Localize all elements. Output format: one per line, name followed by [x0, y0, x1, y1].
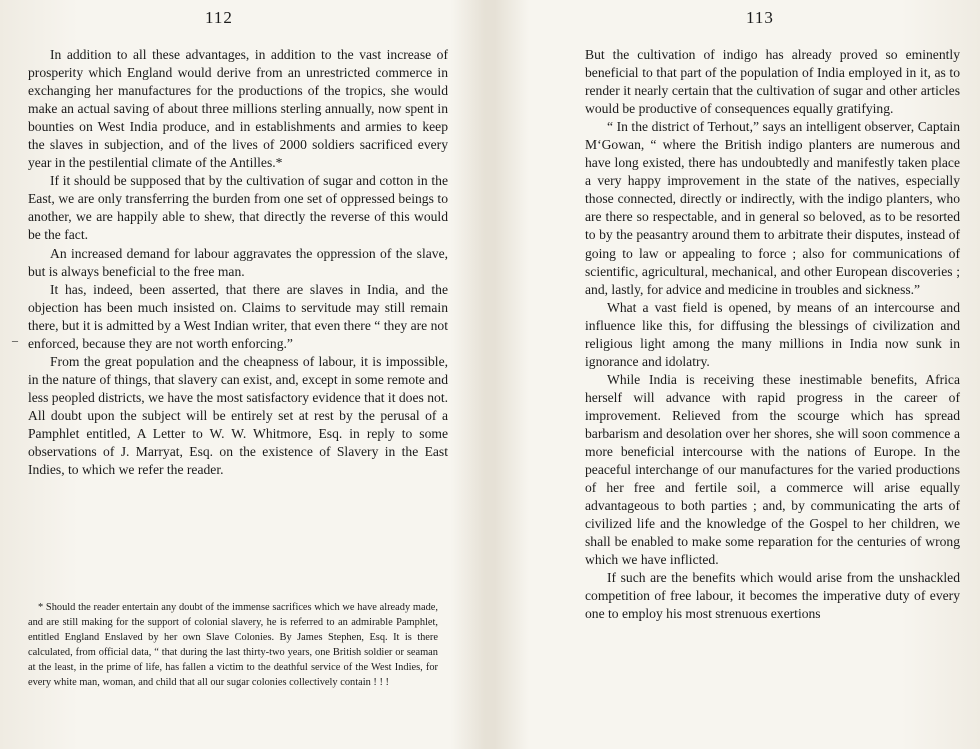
right-paragraph-5: If such are the benefits which would arise from the unshackled competition of free labour, it becomes the imperative duty of every one to employ his most strenuous exertions: [585, 570, 960, 622]
left-paragraph-2: If it should be supposed that by the cultivation of sugar and cotton in the East, we are only transferring the burden from one set of oppressed beings to another, we are happily able to shew, that directly the reverse of this would be the fact.: [28, 173, 448, 243]
left-paragraph-1: In addition to all these advantages, in addition to the vast increase of prosperity which England would derive from an unrestricted commerce in exchanging her manufactures for the productions of the tropics, she would make an actual saving of about three millions sterling annually, now spent in bounties on West India produce, and in establishments and armies to keep the slaves in subjection, and of the lives of 2000 soldiers sacrificed every year in the pestilential climate of the Antilles.*: [28, 47, 448, 171]
left-footnote: * Should the reader entertain any doubt of the immense sacrifices which we have already made, and are still making for the support of colonial slavery, he is referred to an admirable Pamphlet, entitled England Enslaved by her own Slave Colonies. By James Stephen, Esq. It is there calculated, from official data, “ that during the last thirty-two years, one British soldier or seaman at the least, in the prime of life, has fallen a victim to the deathful service of the West Indies, for every white man, woman, and child that all our sugar colonies collectively contain ! ! !: [28, 602, 438, 689]
right-page-body: [585, 46, 960, 624]
left-paragraph-3: An increased demand for labour aggravates the oppression of the slave, but is always beneficial to the free man.: [28, 245, 448, 279]
left-paragraph-5: From the great population and the cheapness of labour, it is impossible, in the nature of things, that slavery can exist, and, except in some remote and less peopled districts, we have the most satisfactory evidence that it does not. All doubt upon the subject will be entirely set at rest by the perusal of a Pamphlet entitled, A Letter to W. W. Whitmore, Esq. in reply to some observations of J. Marryat, Esq. on the existence of Slavery in the East Indies, to which we refer the reader.: [28, 353, 448, 478]
left-paragraph-4: It has, indeed, been asserted, that there are slaves in India, and the objection has been much insisted on. Claims to servitude may still remain there, but it is admitted by a West Indian writer, that even there “ they are not enforced, because they are not worth enforcing.”: [28, 281, 448, 351]
right-paragraph-1: But the cultivation of indigo has already proved so eminently beneficial to that part of the population of India employed in it, as to render it nearly certain that the cultivation of sugar and other articles would be productive of consequences equally gratifying.: [585, 47, 960, 117]
right-page: [490, 0, 980, 749]
left-page-number: 112: [205, 8, 233, 27]
right-paragraph-3: What a vast field is opened, by means of an intercourse and influence like this, for diffusing the blessings of civilization and religious light among the many millions in India now sunk in ignorance and idolatry.: [585, 299, 960, 369]
right-paragraph-4: While India is receiving these inestimable benefits, Africa herself will advance with rapid progress in the career of improvement. Relieved from the scourge which has spread barbarism and desolation over her shores, she will soon commence a more beneficial intercourse with the nations of Europe. In the peaceful interchange of our manufactures for the varied productions of her free and fertile soil, a commerce will arise equally advantageous to both parties ; and, by communicating the arts of civilized life and the knowledge of the Gospel to her children, we shall be enabled to make some reparation for the centuries of wrong which we have inflicted.: [585, 371, 960, 568]
right-page-number: 113: [746, 8, 774, 27]
left-page-body: [28, 46, 448, 479]
right-paragraph-2: “ In the district of Terhout,” says an intelligent observer, Captain M‘Gowan, “ where the British indigo planters are numerous and have long existed, there has undoubtedly and manifestly taken place a very happy improvement in the state of the natives, especially those connected, directly or indirectly, with the indigo planters, who are there so respectable, and in general so beloved, as to be resorted to by the peasantry around them to arbitrate their disputes, instead of going to law or appealing to force ; also for communications of scientific, agricultural, mechanical, and other European discoveries ; and, lastly, for advice and medicine in troubles and sickness.”: [585, 119, 960, 297]
margin-ink-mark: –: [12, 333, 18, 347]
